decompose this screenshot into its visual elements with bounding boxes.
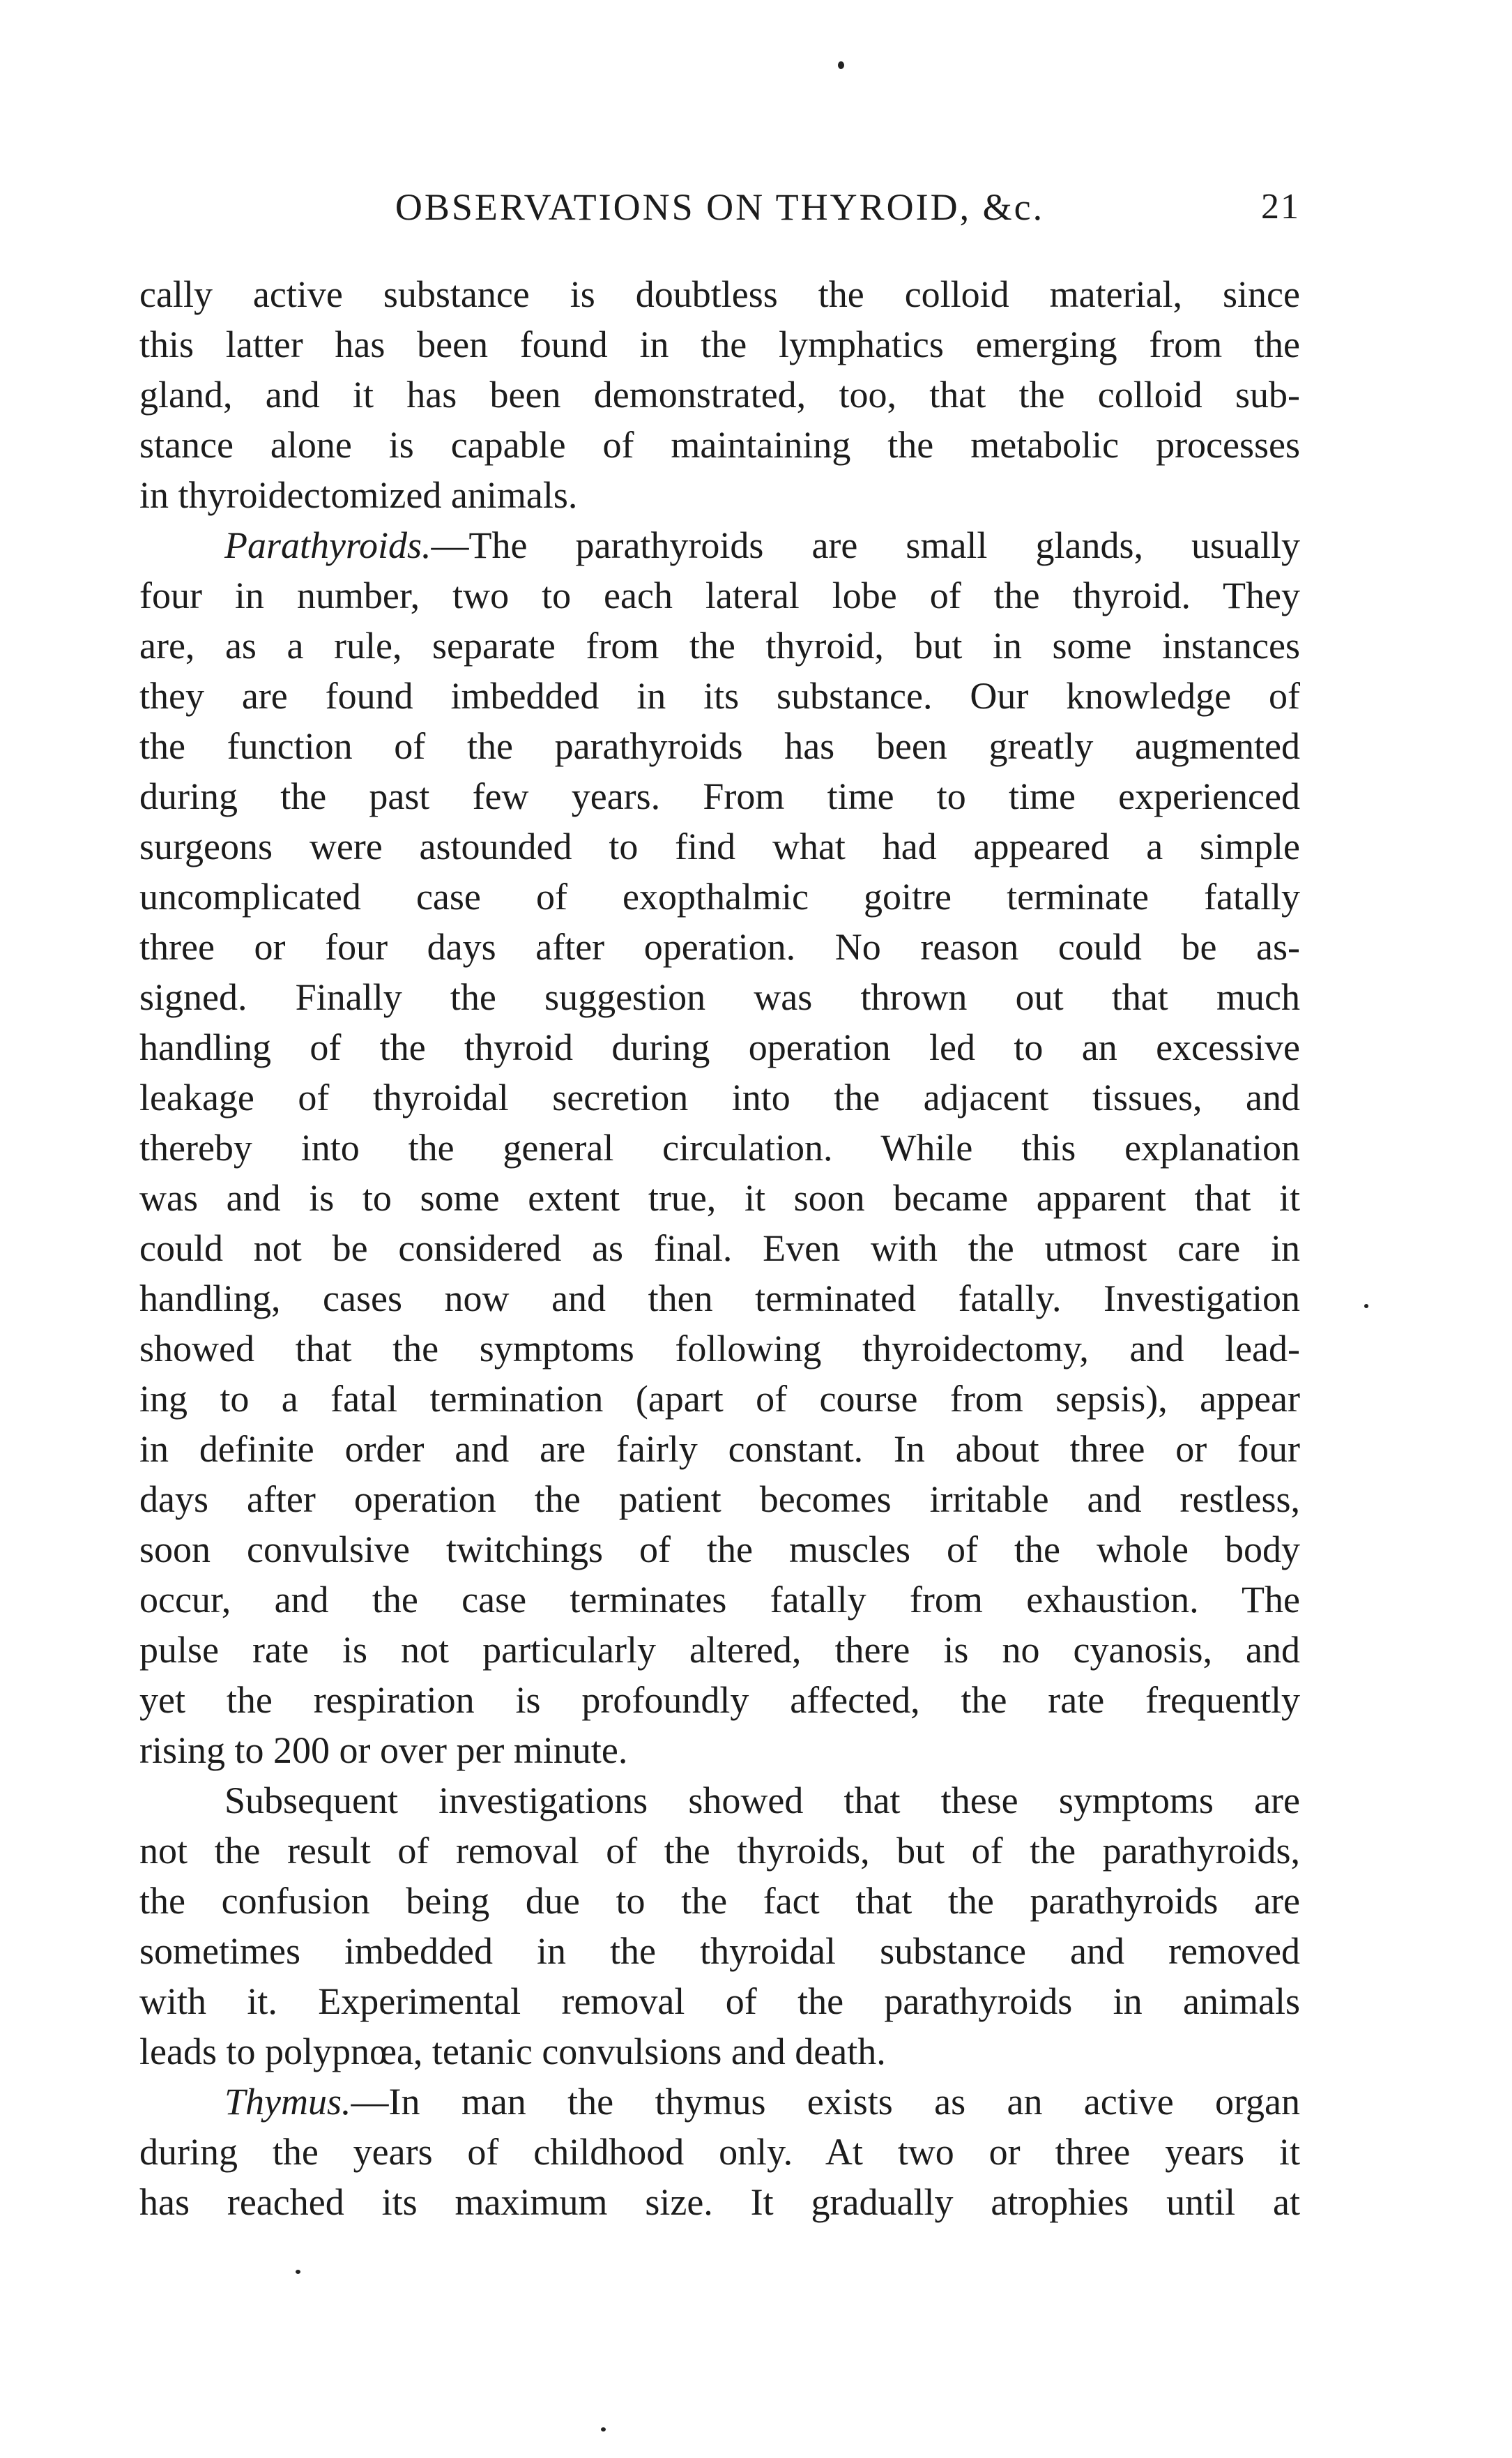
text-line: pulse rate is not particularly altered, there is no cyanosis, and [139, 1629, 1300, 1671]
page-header [139, 183, 1300, 232]
paragraph-parathyroids [139, 520, 1300, 1775]
paragraph-subsequent-investigations [139, 1775, 1300, 2077]
text-line: the function of the parathyroids has been greatly augmented [139, 725, 1300, 767]
text-line [139, 2077, 1300, 2127]
text-line: rising to 200 or over per minute. [139, 1729, 628, 1771]
text-line: cally active substance is doubtless the colloid material, since [139, 273, 1300, 315]
text-line: yet the respiration is profoundly affected, the rate frequently [139, 1679, 1300, 1721]
text-line: thereby into the general circulation. While this explanation [139, 1127, 1300, 1169]
section-heading-thymus: Thymus. [224, 2081, 351, 2123]
text-line: during the years of childhood only. At two or three years it [139, 2131, 1300, 2173]
text-line: handling of the thyroid during operation led to an excessive [139, 1026, 1300, 1068]
text-line: could not be considered as final. Even with the utmost care in [139, 1227, 1300, 1269]
text-line-run: —In man the thymus exists as an active organ [351, 2081, 1300, 2123]
text-line: ing to a fatal termination (apart of course from sepsis), appear [139, 1378, 1300, 1420]
text-line: was and is to some extent true, it soon became apparent that it [139, 1177, 1300, 1219]
text-line [139, 520, 1300, 570]
text-line: stance alone is capable of maintaining the metabolic processes [139, 424, 1300, 466]
text-line: leakage of thyroidal secretion into the adjacent tissues, and [139, 1077, 1300, 1118]
paragraph-thymus [139, 2077, 1300, 2227]
text-line: soon convulsive twitchings of the muscles of the whole body [139, 1528, 1300, 1570]
text-line: sometimes imbedded in the thyroidal substance and removed [139, 1930, 1300, 1972]
text-line: leads to polypnœa, tetanic convulsions and death. [139, 2031, 886, 2072]
text-line: has reached its maximum size. It gradually atrophies until at [139, 2181, 1300, 2223]
text-line: surgeons were astounded to find what had appeared a simple [139, 826, 1300, 867]
body-text [139, 269, 1300, 2227]
text-line: during the past few years. From time to time experienced [139, 775, 1300, 817]
text-line: in thyroidectomized animals. [139, 474, 578, 516]
text-line: handling, cases now and then terminated fatally. Investigation [139, 1277, 1300, 1319]
text-line: gland, and it has been demonstrated, too, that the colloid sub- [139, 374, 1300, 416]
ink-speck [1364, 1304, 1368, 1308]
text-line-run: —The parathyroids are small glands, usually [431, 524, 1300, 566]
text-line: three or four days after operation. No reason could be as- [139, 926, 1300, 968]
text-line: signed. Finally the suggestion was thrown out that much [139, 976, 1300, 1018]
text-line: the confusion being due to the fact that the parathyroids are [139, 1880, 1300, 1922]
text-line: days after operation the patient becomes irritable and restless, [139, 1478, 1300, 1520]
text-line: four in number, two to each lateral lobe of the thyroid. They [139, 575, 1300, 616]
running-head: OBSERVATIONS ON THYROID, &c. [395, 186, 1045, 228]
text-line: with it. Experimental removal of the parathyroids in animals [139, 1980, 1300, 2022]
paragraph-colloid [139, 269, 1300, 520]
text-line: in definite order and are fairly constant. In about three or four [139, 1428, 1300, 1470]
ink-speck [838, 61, 844, 69]
page-number: 21 [1261, 187, 1300, 227]
ink-speck [296, 2270, 300, 2274]
text-line: this latter has been found in the lymphatics emerging from the [139, 324, 1300, 365]
section-heading-parathyroids: Parathyroids. [224, 524, 432, 566]
text-line: they are found imbedded in its substance. Our knowledge of [139, 675, 1300, 717]
text-line: not the result of removal of the thyroids, but of the parathyroids, [139, 1830, 1300, 1872]
text-line: occur, and the case terminates fatally from exhaustion. The [139, 1579, 1300, 1621]
text-line: are, as a rule, separate from the thyroid, but in some instances [139, 625, 1300, 667]
text-line: Subsequent investigations showed that these symptoms are [224, 1780, 1300, 1821]
text-line: showed that the symptoms following thyroidectomy, and lead- [139, 1328, 1300, 1370]
ink-speck [601, 2427, 606, 2432]
text-line: uncomplicated case of exopthalmic goitre terminate fatally [139, 876, 1300, 918]
